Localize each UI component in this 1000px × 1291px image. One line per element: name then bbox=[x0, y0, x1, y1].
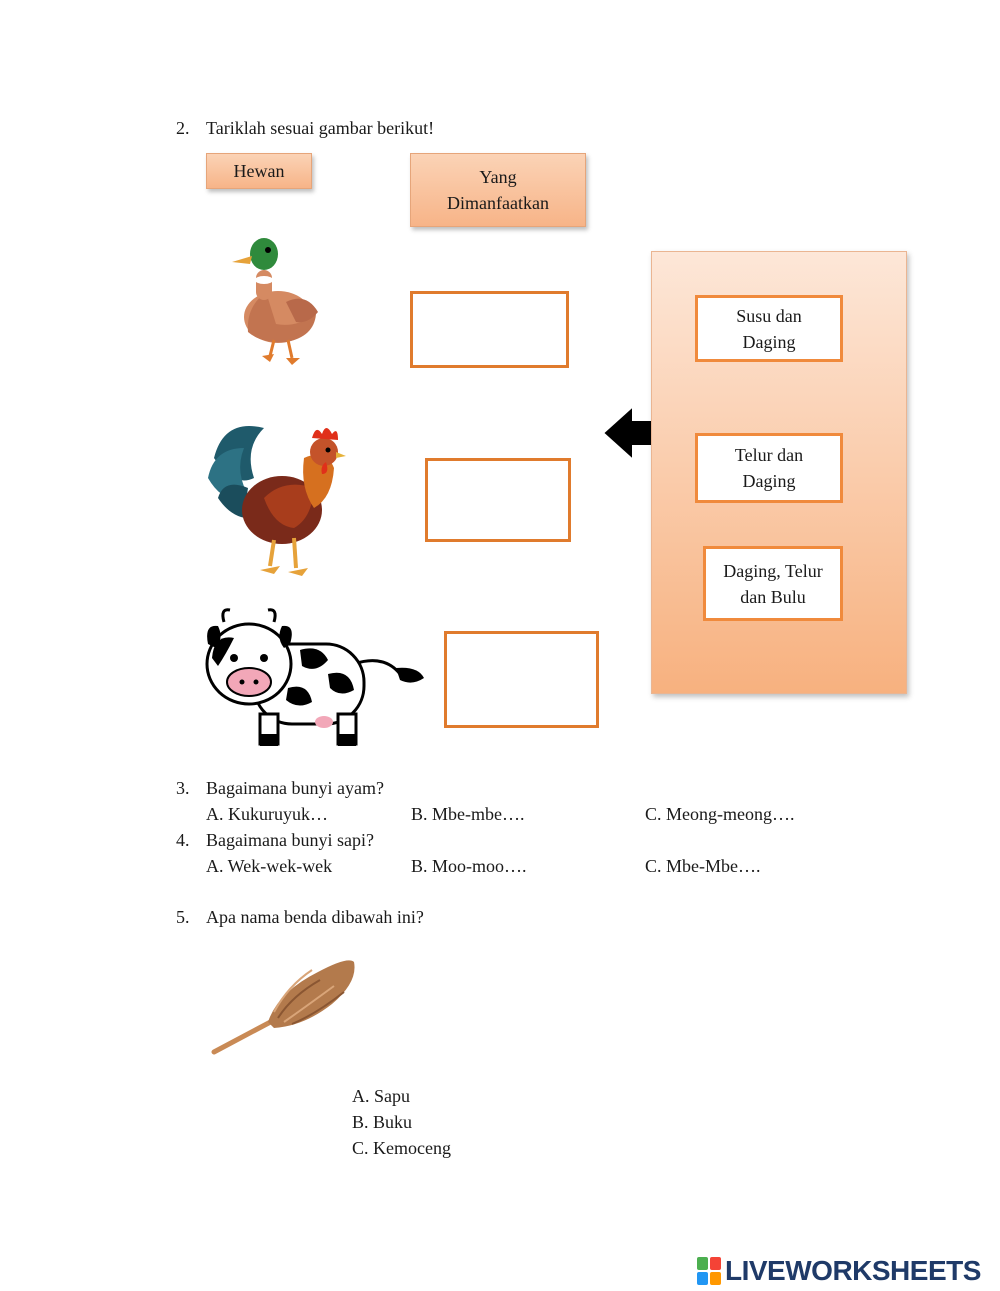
answer-box-cow[interactable] bbox=[444, 631, 599, 728]
question-prompt: Tariklah sesuai gambar berikut! bbox=[206, 118, 435, 138]
feather-duster-image bbox=[208, 952, 360, 1060]
option-line: Susu dan bbox=[736, 305, 802, 326]
question-prompt: Apa nama benda dibawah ini? bbox=[206, 907, 424, 927]
choice-a[interactable]: A. Kukuruyuk… bbox=[206, 804, 328, 824]
option-susu-daging[interactable] bbox=[695, 295, 843, 362]
choice-b[interactable]: B. Mbe-mbe…. bbox=[411, 804, 525, 824]
choice-c[interactable]: C. Kemoceng bbox=[352, 1138, 451, 1158]
option-line: Telur dan bbox=[734, 445, 804, 465]
question-number: 3. bbox=[176, 778, 190, 798]
option-line: Daging bbox=[742, 331, 796, 352]
option-line: Daging bbox=[742, 471, 796, 491]
header-used-line2: Dimanfaatkan bbox=[447, 193, 549, 213]
header-used bbox=[410, 153, 586, 227]
choice-c[interactable]: C. Meong-meong…. bbox=[645, 804, 795, 824]
question-prompt: Bagaimana bunyi ayam? bbox=[206, 778, 384, 798]
choice-a[interactable]: A. Sapu bbox=[352, 1086, 410, 1106]
answer-box-duck[interactable] bbox=[410, 291, 569, 368]
choice-c[interactable]: C. Mbe-Mbe…. bbox=[645, 856, 761, 876]
choice-b[interactable]: B. Moo-moo…. bbox=[411, 856, 527, 876]
cow-image bbox=[204, 604, 426, 748]
header-animal bbox=[206, 153, 312, 189]
option-line: dan Bulu bbox=[740, 586, 806, 607]
question-number: 5. bbox=[176, 907, 190, 927]
liveworksheets-wordmark: LIVEWORKSHEETS bbox=[725, 1255, 981, 1286]
question-number: 2. bbox=[176, 118, 190, 138]
liveworksheets-logo-icon bbox=[697, 1257, 721, 1285]
liveworksheets-logo[interactable] bbox=[697, 1255, 981, 1287]
option-telur-daging[interactable] bbox=[695, 433, 843, 503]
header-used-line1: Yang bbox=[479, 167, 517, 187]
option-line: Daging, Telur bbox=[723, 560, 823, 581]
option-daging-telur-bulu[interactable] bbox=[703, 546, 843, 621]
header-animal-label: Hewan bbox=[233, 161, 285, 181]
rooster-image bbox=[204, 418, 346, 578]
choice-a[interactable]: A. Wek-wek-wek bbox=[206, 856, 333, 876]
question-number: 4. bbox=[176, 830, 190, 850]
choice-b[interactable]: B. Buku bbox=[352, 1112, 413, 1132]
question-prompt: Bagaimana bunyi sapi? bbox=[206, 830, 374, 850]
duck-image bbox=[226, 232, 322, 366]
answer-box-rooster[interactable] bbox=[425, 458, 571, 542]
